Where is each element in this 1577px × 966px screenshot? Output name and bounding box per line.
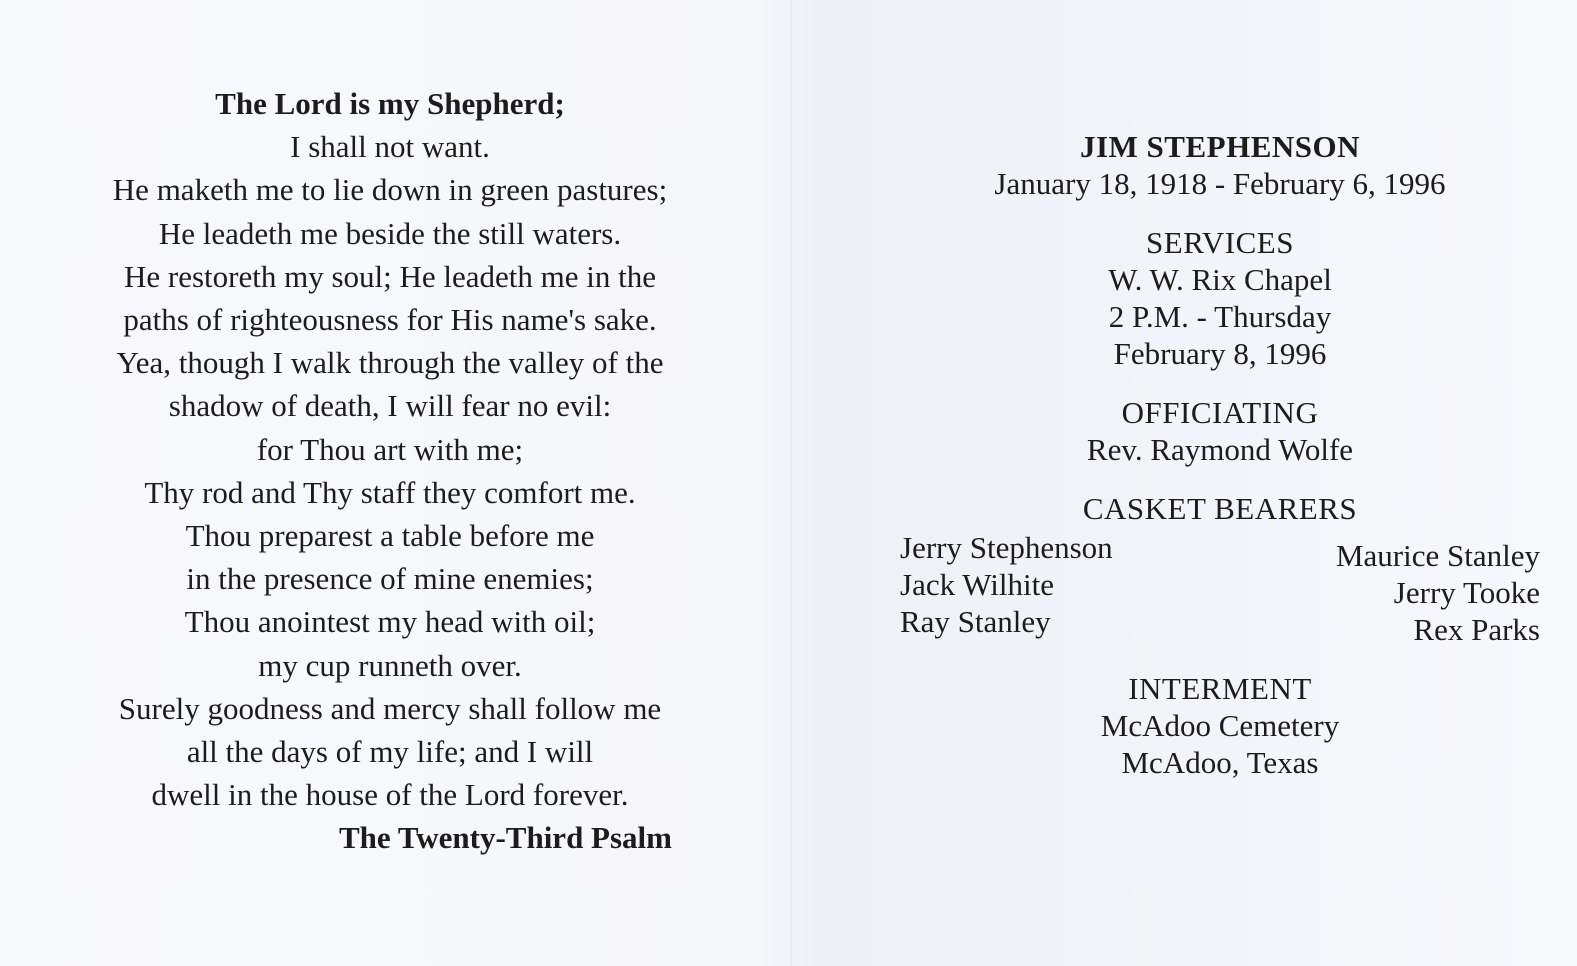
casket-bearers-left-column bbox=[900, 529, 1113, 648]
psalm-line: He restoreth my soul; He leadeth me in the bbox=[123, 258, 656, 294]
interment-city: McAdoo, Texas bbox=[1121, 745, 1319, 780]
deceased-block bbox=[900, 128, 1540, 202]
psalm-line: in the presence of mine enemies; bbox=[186, 561, 594, 597]
casket-bearers-list bbox=[900, 529, 1540, 648]
casket-bearer-name: Maurice Stanley bbox=[1335, 538, 1540, 573]
services-block bbox=[900, 224, 1540, 372]
casket-bearer-name: Jack Wilhite bbox=[900, 567, 1055, 602]
psalm-line: Thou anointest my head with oil; bbox=[184, 604, 596, 640]
services-time: 2 P.M. - Thursday bbox=[1108, 299, 1332, 334]
deceased-name: JIM STEPHENSON bbox=[1079, 129, 1361, 164]
psalm-line: Yea, though I walk through the valley of the bbox=[116, 345, 664, 381]
officiating-name: Rev. Raymond Wolfe bbox=[1086, 432, 1354, 467]
services-date: February 8, 1996 bbox=[1113, 336, 1327, 371]
psalm-line: for Thou art with me; bbox=[256, 431, 524, 467]
psalm-heading: The Lord is my Shepherd; bbox=[215, 86, 565, 121]
casket-bearers-title: CASKET BEARERS bbox=[1082, 491, 1358, 526]
casket-bearer-name: Jerry Stephenson bbox=[900, 530, 1113, 565]
casket-bearers-block bbox=[900, 490, 1540, 648]
interment-place: McAdoo Cemetery bbox=[1100, 708, 1340, 743]
casket-bearer-name: Ray Stanley bbox=[900, 604, 1051, 639]
psalm-line: Thy rod and Thy staff they comfort me. bbox=[144, 474, 636, 510]
interment-block bbox=[900, 670, 1540, 781]
psalm-line: He maketh me to lie down in green pastures; bbox=[112, 172, 668, 208]
casket-bearers-right-column bbox=[1336, 529, 1540, 648]
psalm-line: all the days of my life; and I will bbox=[186, 734, 594, 770]
casket-bearer-name: Rex Parks bbox=[1413, 612, 1540, 647]
service-info-panel bbox=[900, 128, 1540, 803]
psalm-panel bbox=[60, 82, 720, 860]
psalm-line: Surely goodness and mercy shall follow me bbox=[118, 690, 662, 726]
fold-line bbox=[790, 0, 792, 966]
psalm-line: paths of righteousness for His name's sake. bbox=[123, 302, 657, 338]
services-title: SERVICES bbox=[1146, 225, 1294, 260]
deceased-dates: January 18, 1918 - February 6, 1996 bbox=[994, 166, 1446, 201]
psalm-line: He leadeth me beside the still waters. bbox=[158, 215, 622, 251]
officiating-block bbox=[900, 394, 1540, 468]
psalm-line: Thou preparest a table before me bbox=[185, 518, 595, 554]
psalm-line: dwell in the house of the Lord forever. bbox=[151, 777, 629, 813]
services-location: W. W. Rix Chapel bbox=[1108, 262, 1332, 297]
psalm-line: shadow of death, I will fear no evil: bbox=[168, 388, 612, 424]
psalm-line: I shall not want. bbox=[290, 129, 490, 165]
psalm-attribution: The Twenty-Third Psalm bbox=[339, 820, 672, 856]
casket-bearer-name: Jerry Tooke bbox=[1393, 575, 1540, 610]
officiating-title: OFFICIATING bbox=[1121, 395, 1319, 430]
psalm-line: my cup runneth over. bbox=[258, 647, 522, 683]
interment-title: INTERMENT bbox=[1128, 671, 1312, 706]
